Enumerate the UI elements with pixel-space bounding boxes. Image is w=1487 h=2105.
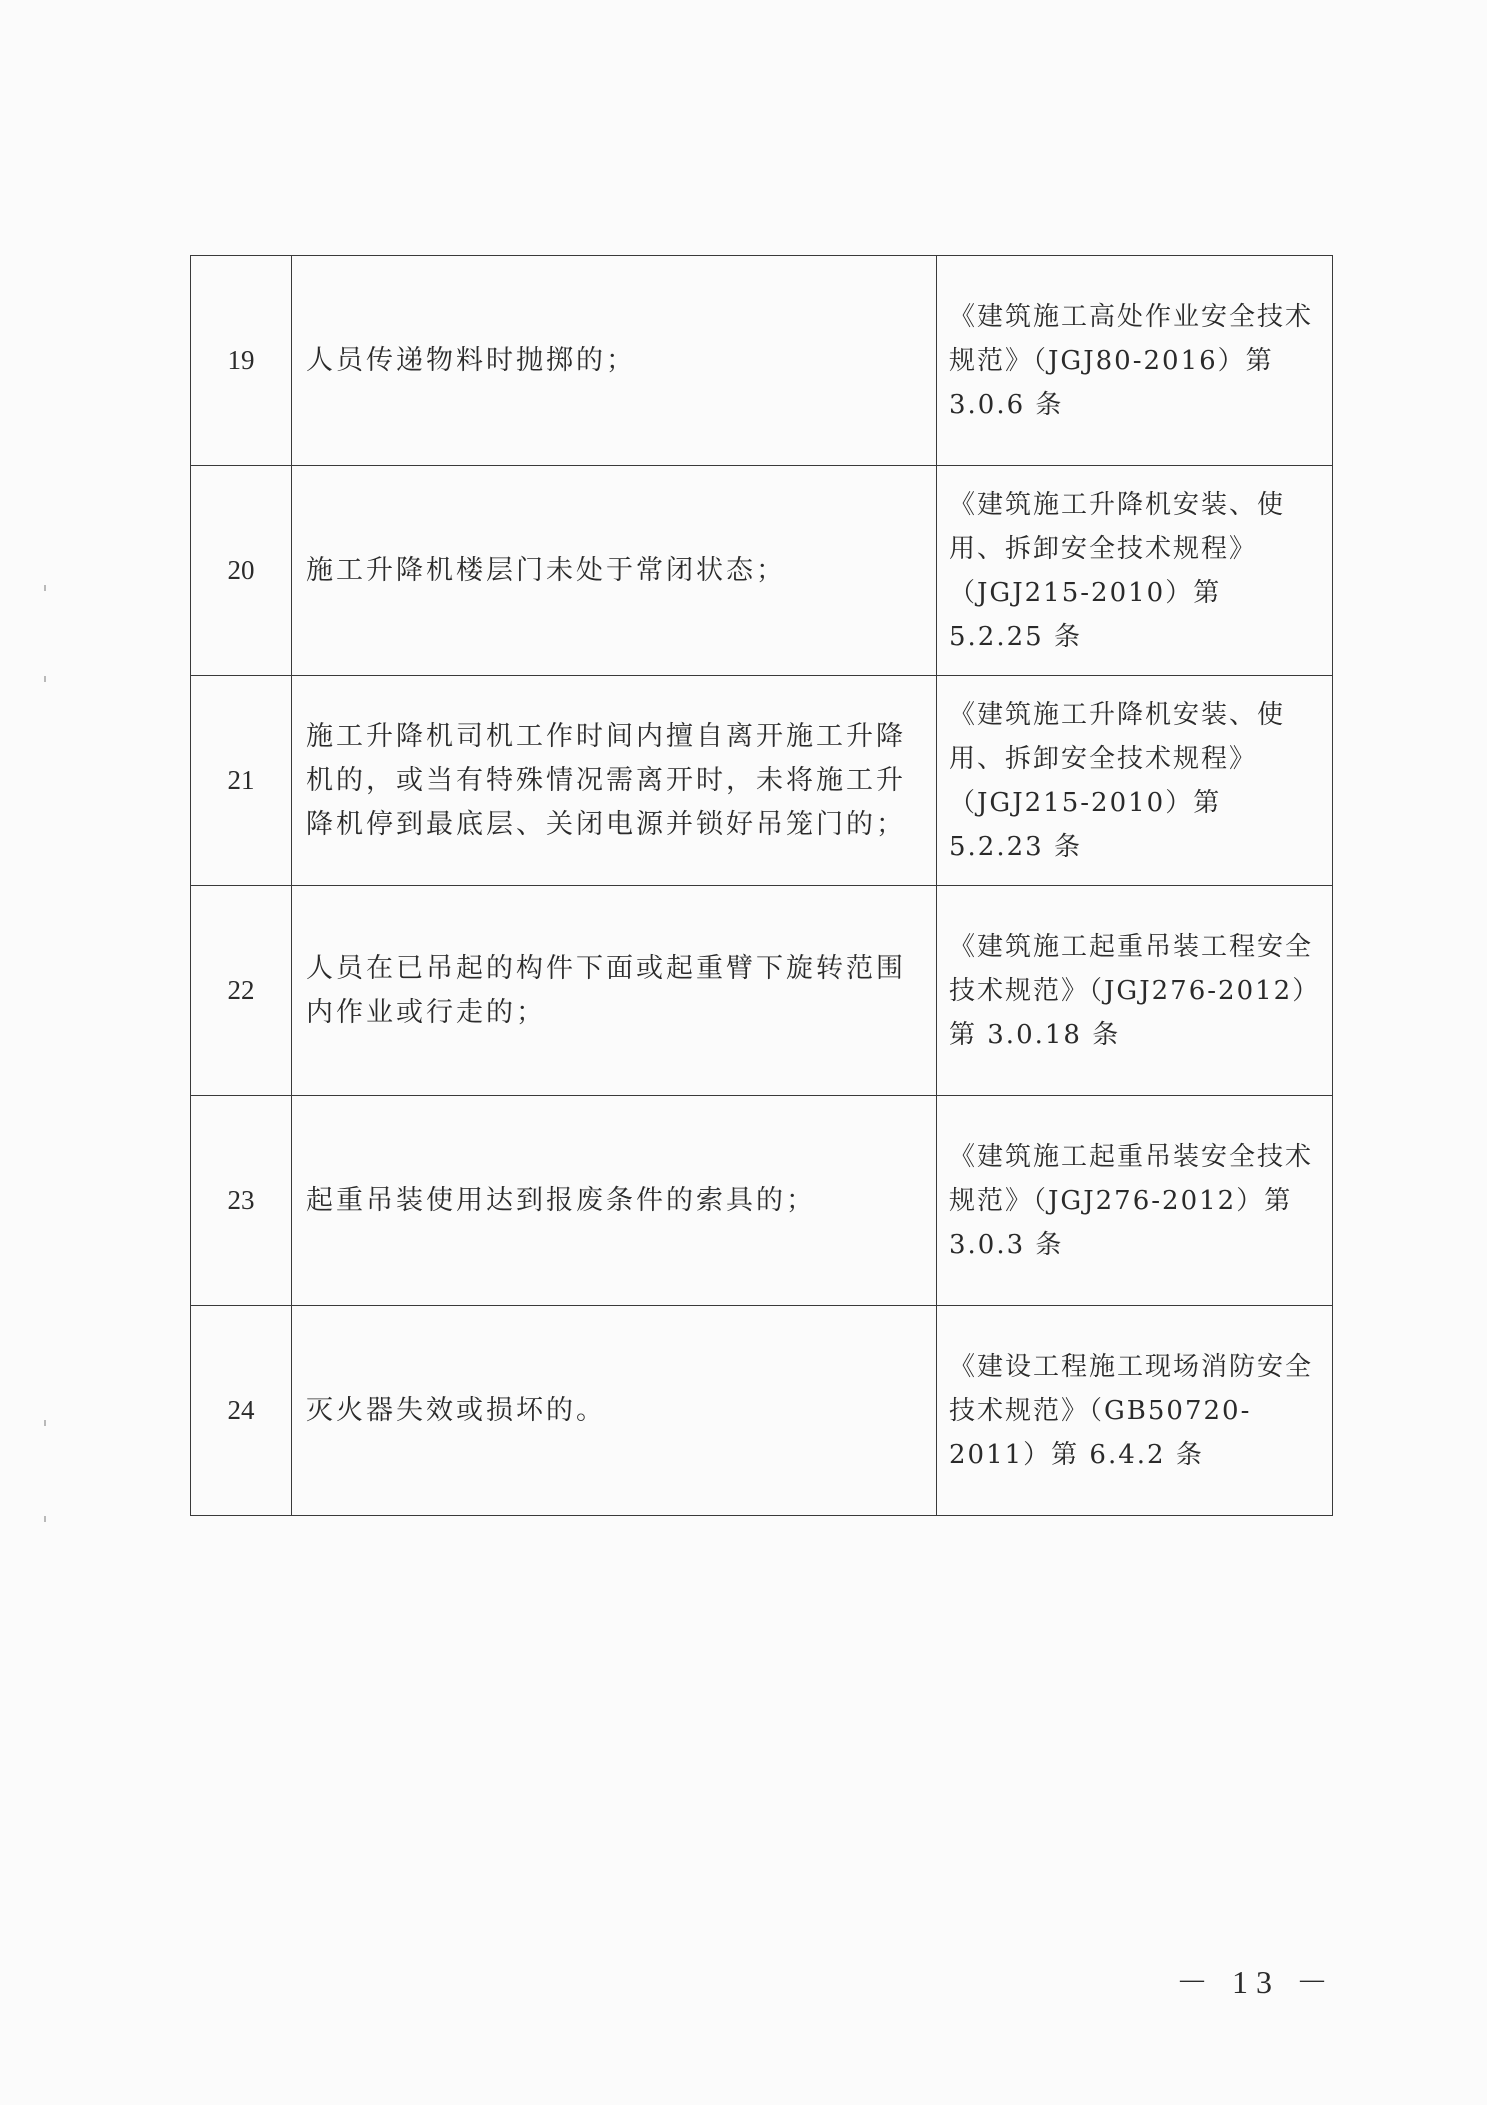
violation-description: 人员传递物料时抛掷的；	[292, 256, 937, 466]
table-row	[191, 466, 1333, 676]
row-number: 22	[191, 886, 292, 1096]
regulation-basis: 《建筑施工升降机安装、使用、拆卸安全技术规程》（JGJ215-2010）第 5.2.23 条	[937, 676, 1333, 886]
table-row	[191, 676, 1333, 886]
table-row	[191, 1306, 1333, 1516]
violation-description: 施工升降机司机工作时间内擅自离开施工升降机的，或当有特殊情况需离开时，未将施工升降机停到最底层、关闭电源并锁好吊笼门的；	[292, 676, 937, 886]
page-number: － 13 －	[1176, 1964, 1337, 2000]
row-number: 23	[191, 1096, 292, 1306]
row-number: 19	[191, 256, 292, 466]
regulation-basis: 《建筑施工起重吊装工程安全技术规范》（JGJ276-2012）第 3.0.18 条	[937, 886, 1333, 1096]
regulation-basis: 《建设工程施工现场消防安全技术规范》（GB50720-2011）第 6.4.2 条	[937, 1306, 1333, 1516]
scan-speck	[44, 676, 46, 682]
violation-description: 灭火器失效或损坏的。	[292, 1306, 937, 1516]
regulation-basis: 《建筑施工起重吊装安全技术规范》（JGJ276-2012）第 3.0.3 条	[937, 1096, 1333, 1306]
row-number: 21	[191, 676, 292, 886]
table-row	[191, 1096, 1333, 1306]
violation-description: 施工升降机楼层门未处于常闭状态；	[292, 466, 937, 676]
violation-description: 起重吊装使用达到报废条件的索具的；	[292, 1096, 937, 1306]
scan-speck	[44, 1516, 46, 1522]
row-number: 24	[191, 1306, 292, 1516]
table-row	[191, 886, 1333, 1096]
violation-description: 人员在已吊起的构件下面或起重臂下旋转范围内作业或行走的；	[292, 886, 937, 1096]
row-number: 20	[191, 466, 292, 676]
regulation-basis: 《建筑施工升降机安装、使用、拆卸安全技术规程》（JGJ215-2010）第 5.2.25 条	[937, 466, 1333, 676]
violations-table	[190, 255, 1333, 1516]
scan-speck	[44, 1420, 46, 1426]
scan-speck	[44, 585, 46, 591]
table-row	[191, 256, 1333, 466]
regulation-basis: 《建筑施工高处作业安全技术规范》（JGJ80-2016）第 3.0.6 条	[937, 256, 1333, 466]
